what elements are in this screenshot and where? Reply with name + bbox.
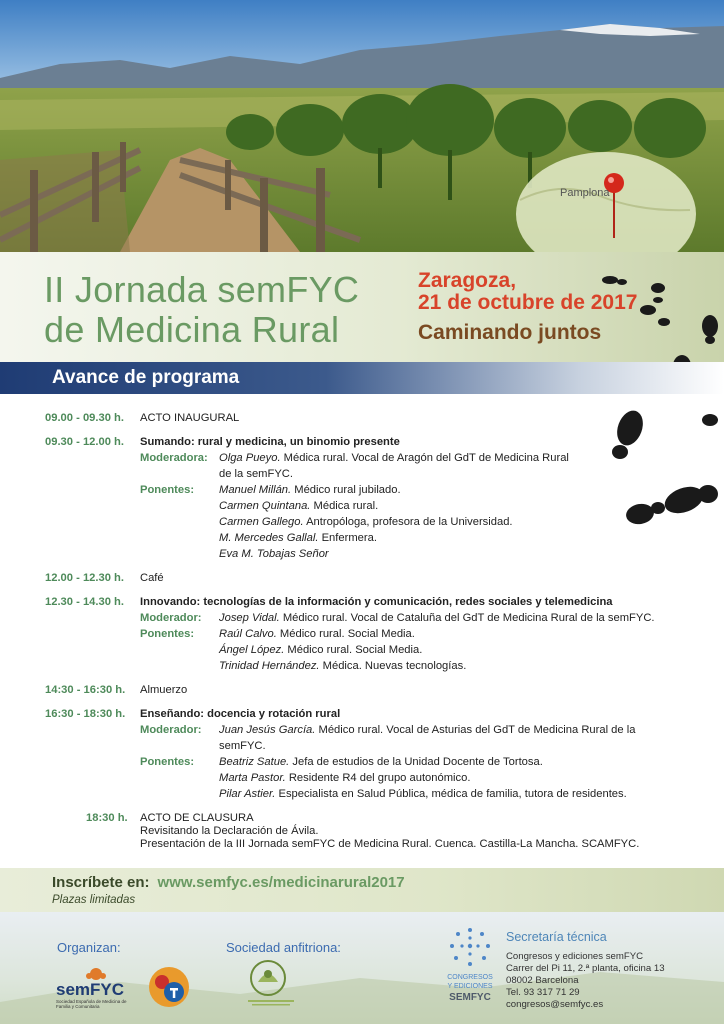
speaker-entry: Manuel Millán. Médico rural jubilado. bbox=[219, 484, 401, 496]
footprints-decoration bbox=[590, 270, 724, 540]
speaker-entry: Carmen Gallego. Antropóloga, profesora de la Universidad. bbox=[219, 516, 513, 528]
schedule-title: Almuerzo bbox=[140, 684, 188, 696]
moderator-entry: Olga Pueyo. Médica rural. Vocal de Aragón del GdT de Medicina Rural bbox=[219, 452, 569, 464]
moderator-label: Moderador: bbox=[140, 612, 202, 624]
map-label-pamplona: Pamplona bbox=[560, 187, 610, 199]
speaker-entry: Beatriz Satue. Jefa de estudios de la Unidad Docente de Tortosa. bbox=[219, 756, 543, 768]
speaker-entry: Marta Pastor. Residente R4 del grupo autonómico. bbox=[219, 772, 471, 784]
moderator-entry: Josep Vidal. Médico rural. Vocal de Cataluña del GdT de Medicina Rural de la semFYC. bbox=[219, 612, 655, 624]
speakers-label: Ponentes: bbox=[140, 756, 195, 768]
congresos-semfyc-logo bbox=[438, 924, 502, 1010]
schedule-time: 12.30 - 14.30 h. bbox=[45, 596, 124, 608]
moderator-entry: Juan Jesús García. Médico rural. Vocal de Asturias del GdT de Medicina Rural de la bbox=[219, 724, 636, 736]
semfyc-logo-text: semFYC bbox=[56, 980, 125, 999]
sociedad-aragonesa-logo bbox=[246, 960, 296, 1008]
speaker-entry: Ángel López. Médico rural. Social Media. bbox=[219, 644, 423, 656]
event-title-line2: de Medicina Rural bbox=[44, 309, 340, 350]
schedule-title: ACTO DE CLAUSURA bbox=[140, 812, 254, 824]
moderator-entry-cont: semFYC. bbox=[219, 740, 266, 752]
host-society-label: Sociedad anfitriona: bbox=[226, 940, 341, 955]
hero-landscape-photo bbox=[0, 0, 724, 252]
schedule-time: 09.00 - 09.30 h. bbox=[45, 412, 124, 424]
moderator-label: Moderador: bbox=[140, 724, 202, 736]
schedule-time: 18:30 h. bbox=[86, 812, 128, 824]
schedule-time: 09.30 - 12.00 h. bbox=[45, 436, 124, 448]
schedule-time: 16:30 - 18:30 h. bbox=[45, 708, 126, 720]
footprint-icon bbox=[702, 315, 718, 344]
registration-label: Inscríbete en: bbox=[52, 874, 150, 891]
speaker-entry: Trinidad Hernández. Médica. Nuevas tecnologías. bbox=[219, 660, 467, 672]
schedule-detail: Presentación de la III Jornada semFYC de Medicina Rural. Cuenca. Castilla-La Mancha. SCAMFYC. bbox=[140, 838, 640, 850]
secretaria-address: Carrer del Pi 11, 2.ª planta, oficina 13 bbox=[506, 963, 665, 974]
event-title-line1: II Jornada semFYC bbox=[44, 269, 360, 310]
speakers-label: Ponentes: bbox=[140, 628, 195, 640]
footprint-icon bbox=[702, 414, 718, 426]
registration-link[interactable]: www.semfyc.es/medicinarural2017 bbox=[157, 874, 405, 891]
schedule-time: 12.00 - 12.30 h. bbox=[45, 572, 124, 584]
footprint-icon bbox=[640, 305, 670, 326]
schedule-detail: Revisitando la Declaración de Ávila. bbox=[140, 825, 319, 837]
speaker-entry: Pilar Astier. Especialista en Salud Pública, médica de familia, tutora de residentes. bbox=[219, 788, 627, 800]
congresos-logo-line1: CONGRESOS bbox=[447, 974, 493, 981]
footprint-icon bbox=[651, 283, 665, 303]
speaker-entry: Raúl Calvo. Médico rural. Social Media. bbox=[219, 628, 415, 640]
footprint-icon bbox=[661, 482, 718, 518]
registration-line bbox=[52, 874, 405, 891]
event-title bbox=[44, 270, 359, 350]
organizers-label: Organizan: bbox=[57, 940, 121, 955]
secretaria-title: Secretaría técnica bbox=[506, 930, 607, 944]
gdt-medicina-rural-logo bbox=[148, 966, 190, 1008]
secretaria-city: 08002 Barcelona bbox=[506, 975, 579, 986]
schedule-title: Enseñando: docencia y rotación rural bbox=[140, 708, 341, 720]
secretaria-line: Congresos y ediciones semFYC bbox=[506, 951, 644, 962]
footprint-icon bbox=[612, 407, 647, 459]
schedule-time: 14:30 - 16:30 h. bbox=[45, 684, 126, 696]
schedule-title: Sumando: rural y medicina, un binomio presente bbox=[140, 436, 400, 448]
semfyc-logo-subtitle: Sociedad Española de Medicina de Familia y Comunitaria bbox=[56, 999, 127, 1009]
speaker-entry: M. Mercedes Gallal. Enfermera. bbox=[219, 532, 377, 544]
schedule-title: Café bbox=[140, 572, 164, 584]
event-motto: Caminando juntos bbox=[418, 321, 602, 344]
moderator-entry-cont: de la semFYC. bbox=[219, 468, 293, 480]
event-date: 21 de octubre de 2017 bbox=[418, 291, 638, 314]
secretaria-email[interactable]: congresos@semfyc.es bbox=[506, 999, 604, 1010]
speaker-entry: Carmen Quintana. Médica rural. bbox=[219, 500, 379, 512]
speaker-entry: Eva M. Tobajas Señor bbox=[219, 548, 329, 560]
schedule-title: Innovando: tecnologías de la información y comunicación, redes sociales y telemedicina bbox=[140, 596, 613, 608]
congresos-logo-line2: Y EDICIONES bbox=[447, 983, 493, 990]
program-section-header bbox=[0, 362, 724, 394]
program-section-title: Avance de programa bbox=[52, 367, 240, 388]
secretaria-phone: Tel. 93 317 71 29 bbox=[506, 987, 580, 998]
footprint-icon bbox=[602, 276, 627, 285]
moderator-label: Moderadora: bbox=[140, 452, 208, 464]
event-city: Zaragoza, bbox=[418, 269, 517, 292]
congresos-logo-icon bbox=[438, 924, 502, 976]
registration-note: Plazas limitadas bbox=[52, 894, 136, 906]
secretaria-contact bbox=[506, 951, 665, 1011]
semfyc-logo bbox=[56, 966, 138, 1010]
schedule-title: ACTO INAUGURAL bbox=[140, 412, 240, 424]
speakers-label: Ponentes: bbox=[140, 484, 195, 496]
footprint-icon bbox=[624, 502, 665, 527]
congresos-logo-line3: SEMFYC bbox=[449, 992, 491, 1003]
